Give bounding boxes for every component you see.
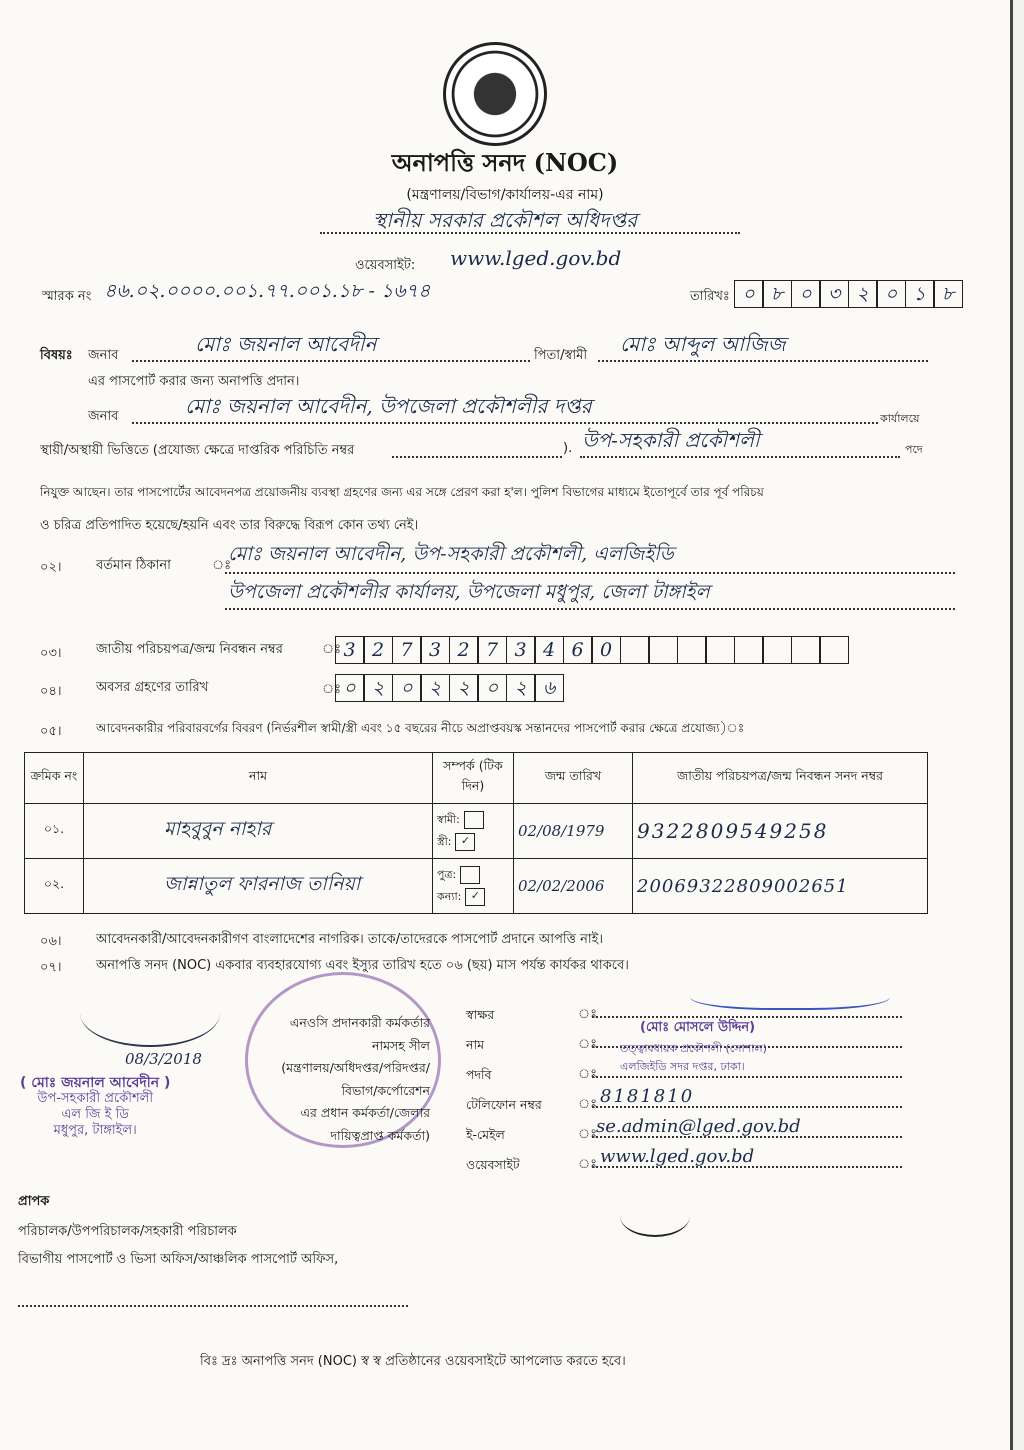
nid-boxes	[336, 636, 849, 664]
document-subtitle: (মন্ত্রণালয়/বিভাগ/কার্যালয়-এর নাম)	[406, 187, 604, 203]
relation-option-1	[437, 809, 509, 831]
issuer-left-line: এর প্রধান কর্মকর্তা/জেলার	[300, 1105, 430, 1120]
clause-6-num: ০৬।	[40, 934, 62, 949]
family-table	[24, 752, 928, 914]
date-digit: ৮	[933, 280, 963, 308]
paren-close: ).	[563, 441, 573, 456]
nid-digit: 3	[506, 636, 536, 664]
nid-num: ০৩।	[40, 646, 62, 661]
row-relation	[433, 804, 514, 859]
issuer-office: এলজিইডি সদর দপ্তর, ঢাকা।	[620, 1060, 745, 1073]
footer-note: বিঃ দ্রঃ অনাপত্তি সনদ (NOC) স্ব স্ব প্রতিষ্ঠানের ওয়েবসাইটে আপলোড করতে হবে।	[200, 1354, 626, 1369]
issuer-left-line: নামসহ সীল	[372, 1037, 430, 1053]
issuer-left-line: দায়িত্বপ্রাপ্ত কর্মকর্তা)	[330, 1127, 430, 1143]
purpose-text: এর পাসপোর্ট করার জন্য অনাপত্তি প্রদান।	[88, 374, 300, 389]
name-label: নাম	[466, 1037, 485, 1052]
nid-digit: 7	[477, 636, 507, 664]
nid-digit: 2	[363, 636, 393, 664]
applicant-name: মোঃ জয়নাল আবেদীন	[195, 332, 377, 356]
date-digit: ০	[734, 280, 764, 308]
nid-digit	[734, 636, 764, 664]
website-label-2: ওয়েবসাইট	[466, 1157, 520, 1172]
retire-digit: ২	[506, 674, 536, 702]
janab-label-2: জনাব	[88, 409, 119, 424]
row-dob: 02/02/2006	[514, 859, 633, 914]
relation-checkbox[interactable]	[464, 811, 484, 829]
father-name: মোঃ আব্দুল আজিজ	[620, 332, 786, 356]
date-digit: ৮	[762, 280, 792, 308]
col-id: জাতীয় পরিচয়পত্র/জন্ম নিবন্ধন সনদ নম্বর	[633, 753, 928, 804]
subject-label: বিষয়ঃ	[40, 348, 73, 363]
clause-7: অনাপত্তি সনদ (NOC) একবার ব্যবহারযোগ্য এবং ইস্যুর তারিখ হতে ০৬ (ছয়) মাস পর্যন্ত কার্যকর থাকবে।	[96, 958, 629, 973]
website-label: ওয়েবসাইট:	[355, 258, 416, 273]
table-row	[25, 804, 928, 859]
row-relation	[433, 859, 514, 914]
relation-checkbox[interactable]	[460, 866, 480, 884]
colon: ঃ	[322, 642, 342, 657]
relation-label: স্ত্রী:	[437, 835, 452, 848]
stamp-post: উপ-সহকারী প্রকৌশলী	[37, 1091, 154, 1106]
relation-checkbox-checked[interactable]: ✓	[455, 833, 475, 851]
retire-digit: ৬	[534, 674, 564, 702]
date-digit: ০	[791, 280, 821, 308]
applicant-stamp	[20, 1075, 170, 1139]
col-serial: ক্রমিক নং	[25, 753, 84, 804]
document-title: অনাপত্তি সনদ (NOC)	[391, 148, 619, 177]
retire-num: ০৪।	[40, 684, 62, 699]
relation-label: কন্যা:	[437, 890, 462, 903]
row-serial: ০২.	[25, 859, 84, 914]
issuer-designation: তত্ত্বাবধায়ক প্রকৌশলী (সোশাল)	[620, 1042, 767, 1055]
id-line	[392, 456, 562, 458]
date-digit: ১	[905, 280, 935, 308]
colon: ঃ	[322, 682, 342, 697]
family-num: ০৫।	[40, 724, 62, 739]
retire-label: অবসর গ্রহণের তারিখ	[96, 680, 209, 695]
office-name: স্থানীয় সরকার প্রকৌশল অধিদপ্তর	[372, 208, 638, 232]
signature-label: স্বাক্ষর	[466, 1007, 495, 1022]
nid-digit	[677, 636, 707, 664]
nid-digit: 2	[449, 636, 479, 664]
applicant-sign-date: 08/3/2018	[125, 1050, 202, 1068]
issuer-left-line: এনওসি প্রদানকারী কর্মকর্তার	[289, 1015, 430, 1030]
nid-digit: 4	[534, 636, 564, 664]
recipient-line-3	[18, 1305, 408, 1307]
recipient-line-1: পরিচালক/উপপরিচালক/সহকারী পরিচালক	[18, 1224, 237, 1239]
retire-digit: ০	[335, 674, 365, 702]
date-digit: ০	[876, 280, 906, 308]
row-name: মাহবুবুন নাহার	[84, 804, 433, 859]
retire-digit: ০	[392, 674, 422, 702]
date-digit: ২	[848, 280, 878, 308]
initial-signature	[620, 1195, 690, 1237]
row-id: 9322809549258	[633, 804, 928, 859]
clause-6: আবেদনকারী/আবেদনকারীগণ বাংলাদেশের নাগরিক। তাকে/তাদেরকে পাসপোর্ট প্রদানে আপত্তি নাই।	[96, 932, 604, 947]
permanent-text: স্থায়ী/অস্থায়ী ভিত্তিতে (প্রযোজ্য ক্ষেত্রে দাপ্তরিক পরিচিতি নম্বর	[40, 443, 355, 458]
address-value-1: মোঃ জয়নাল আবেদীন, উপ-সহকারী প্রকৌশলী, এলজিইডি	[228, 543, 674, 565]
address-line-1	[225, 572, 955, 574]
issuer-phone: 8181810	[600, 1086, 695, 1107]
office-name-line	[320, 232, 740, 234]
colon: ঃ	[212, 558, 232, 573]
office-suffix: কার্যালয়ে	[880, 412, 920, 425]
post-value: উপ-সহকারী প্রকৌশলী	[582, 428, 760, 452]
date-label: তারিখঃ	[690, 289, 730, 304]
relation-checkbox-checked[interactable]: ✓	[465, 888, 485, 906]
para-1: নিযুক্ত আছেন। তার পাসপোর্টের আবেদনপত্র প্রয়োজনীয় ব্যবস্থা গ্রহণের জন্য এর সঙ্গে প্রেরণ করা হ'ল। পুলিশ বিভাগের মাধ্যমে ইতোপূর্বে তার পূর্ব পরিচয়	[40, 485, 764, 499]
janab-label: জনাব	[88, 348, 119, 363]
row-id: 20069322809002651	[633, 859, 928, 914]
nid-digit: 3	[420, 636, 450, 664]
issuer-left-line: বিভাগ/কর্পোরেশন	[341, 1082, 430, 1098]
issuer-left-line: (মন্ত্রণালয়/অধিদপ্তর/পরিদপ্তর/	[281, 1060, 430, 1075]
date-digit: ৩	[819, 280, 849, 308]
phone-label: টেলিফোন নম্বর	[466, 1097, 542, 1112]
family-table-header	[25, 753, 928, 804]
post-suffix: পদে	[905, 443, 923, 456]
relation-option-1	[437, 864, 509, 886]
office-value: মোঃ জয়নাল আবেদীন, উপজেলা প্রকৌশলীর দপ্তর	[185, 394, 592, 418]
stamp-org: এল জি ই ডি	[61, 1107, 129, 1122]
issuer-colons: ঃ ঃ ঃ ঃ ঃ ঃ	[578, 1007, 598, 1172]
para-2: ও চরিত্র প্রতিপাদিত হয়েছে/হয়নি এবং তার বিরুদ্ধে বিরূপ কোন তথ্য নেই।	[40, 518, 419, 533]
issuer-left-text	[230, 1012, 430, 1147]
nid-digit	[648, 636, 678, 664]
issuer-website: www.lged.gov.bd	[600, 1146, 755, 1167]
stamp-name: ( মোঃ জয়নাল আবেদীন )	[20, 1075, 171, 1091]
row-name: জান্নাতুল ফারনাজ তানিয়া	[84, 859, 433, 914]
issuer-labels	[466, 1000, 542, 1180]
issuer-signature	[690, 978, 890, 1010]
relation-label: স্বামী:	[437, 813, 460, 826]
nid-digit: 6	[563, 636, 593, 664]
col-name: নাম	[84, 753, 433, 804]
family-label: আবেদনকারীর পরিবারবর্গের বিবরণ (নির্ভরশীল স্বামী/স্ত্রী এবং ১৫ বছরের নীচে অপ্রাপ্তবয়স্ক সন্তানদের পাসপোর্ট করার ক্ষেত্রে প্রযোজ্য)ঃ	[96, 721, 745, 735]
email-label: ই-মেইল	[466, 1127, 505, 1142]
col-relation: সম্পর্ক (টিক দিন)	[433, 753, 514, 804]
father-label: পিতা/স্বামী	[534, 348, 588, 363]
designation-label: পদবি	[466, 1067, 492, 1082]
relation-option-2	[437, 886, 509, 908]
nid-digit	[819, 636, 849, 664]
retire-digit: ২	[449, 674, 479, 702]
issuer-email: se.admin@lged.gov.bd	[596, 1116, 801, 1137]
applicant-signature	[80, 980, 220, 1047]
nid-digit	[791, 636, 821, 664]
address-label: বর্তমান ঠিকানা	[96, 558, 171, 573]
nid-label: জাতীয় পরিচয়পত্র/জন্ম নিবন্ধন নম্বর	[96, 642, 283, 657]
nid-digit	[620, 636, 650, 664]
nid-digit	[762, 636, 792, 664]
memo-value: ৪৬.০২.০০০০.০০১.৭৭.০০১.১৮ - ১৬৭৪	[104, 280, 431, 302]
nid-digit: 3	[335, 636, 365, 664]
relation-label: পুত্র:	[437, 868, 457, 881]
memo-label: স্মারক নং	[42, 289, 92, 304]
clause-7-num: ০৭।	[40, 960, 62, 975]
row-dob: 02/08/1979	[514, 804, 633, 859]
issuer-name: (মোঃ মোসলে উদ্দিন)	[640, 1020, 756, 1035]
nid-digit: 7	[392, 636, 422, 664]
issue-date-boxes	[735, 280, 963, 308]
government-seal-icon	[443, 42, 547, 146]
address-value-2: উপজেলা প্রকৌশলীর কার্যালয়, উপজেলা মধুপুর, জেলা টাঙ্গাইল	[228, 581, 710, 603]
retire-digit: ২	[420, 674, 450, 702]
retire-boxes	[336, 674, 564, 702]
website-value: www.lged.gov.bd	[450, 246, 622, 270]
recipient-label: প্রাপক	[18, 1194, 50, 1209]
recipient-line-2: বিভাগীয় পাসপোর্ট ও ভিসা অফিস/আঞ্চলিক পাসপোর্ট অফিস,	[18, 1252, 339, 1267]
col-dob: জন্ম তারিখ	[514, 753, 633, 804]
retire-digit: ২	[363, 674, 393, 702]
stamp-place: মধুপুর, টাঙ্গাইল।	[53, 1123, 137, 1138]
address-num: ০২।	[40, 560, 62, 575]
relation-option-2	[437, 831, 509, 853]
retire-digit: ০	[477, 674, 507, 702]
nid-digit: 0	[591, 636, 621, 664]
nid-digit	[705, 636, 735, 664]
table-row	[25, 859, 928, 914]
row-serial: ০১.	[25, 804, 84, 859]
